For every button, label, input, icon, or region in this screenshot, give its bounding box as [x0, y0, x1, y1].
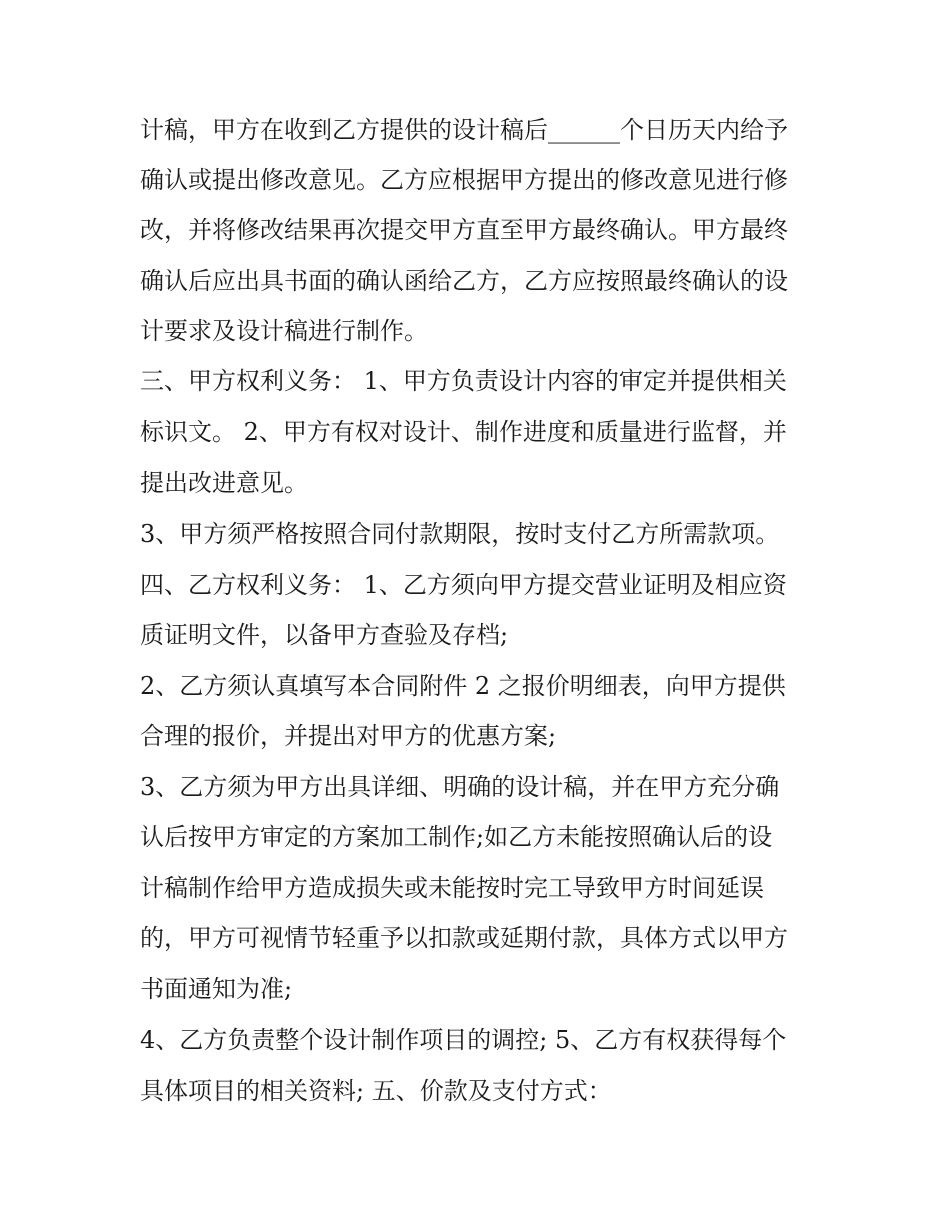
text-line: 3、乙方须为甲方出具详细、明确的设计稿，并在甲方充分确	[140, 773, 780, 801]
text-line: 提出改进意见。	[140, 469, 308, 497]
text-line: 标识文。 2、甲方有权对设计、制作进度和质量进行监督，并	[140, 418, 787, 446]
text-line: 4、乙方负责整个设计制作项目的调控; 5、乙方有权获得每个	[140, 1026, 787, 1054]
text-line: 计要求及设计稿进行制作。	[140, 317, 428, 345]
text-line: 确认后应出具书面的确认函给乙方，乙方应按照最终确认的设	[140, 267, 788, 295]
text-line: 三、甲方权利义务： 1、甲方负责设计内容的审定并提供相关	[140, 367, 787, 395]
text-line: 质证明文件，以备甲方查验及存档;	[140, 621, 509, 649]
text-line: 改，并将修改结果再次提交甲方直至甲方最终确认。甲方最终	[140, 216, 788, 244]
text-line: 计稿，甲方在收到乙方提供的设计稿后______个日历天内给予	[140, 116, 788, 144]
text-line: 书面通知为准;	[140, 975, 293, 1003]
text-line: 合理的报价，并提出对甲方的优惠方案;	[140, 722, 557, 750]
text-line: 的，甲方可视情节轻重予以扣款或延期付款，具体方式以甲方	[140, 924, 788, 952]
text-line: 认后按甲方审定的方案加工制作;如乙方未能按照确认后的设	[140, 823, 773, 851]
text-line: 具体项目的相关资料; 五、价款及支付方式：	[140, 1077, 612, 1105]
text-line: 确认或提出修改意见。乙方应根据甲方提出的修改意见进行修	[140, 166, 788, 194]
text-line: 3、甲方须严格按照合同付款期限，按时支付乙方所需款项。	[140, 520, 780, 548]
text-line: 四、乙方权利义务： 1、乙方须向甲方提交营业证明及相应资	[140, 571, 787, 599]
text-line: 计稿制作给甲方造成损失或未能按时完工导致甲方时间延误	[140, 874, 764, 902]
text-line: 2、乙方须认真填写本合同附件 2 之报价明细表，向甲方提供	[140, 672, 786, 700]
